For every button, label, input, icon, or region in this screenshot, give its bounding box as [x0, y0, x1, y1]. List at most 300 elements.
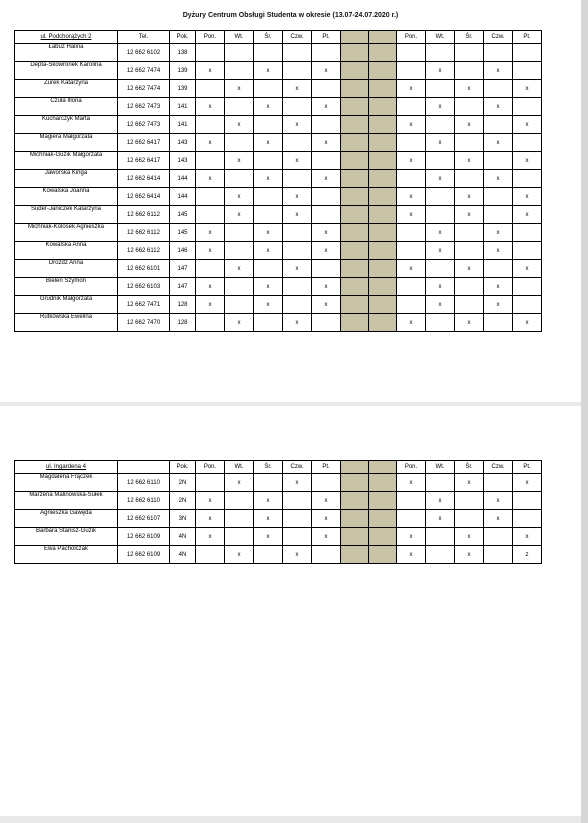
gap-column — [341, 170, 369, 188]
gap-column — [369, 170, 397, 188]
duty-mark — [312, 314, 341, 332]
duty-mark — [225, 278, 254, 296]
employee-name: Kucharczyk Marta — [15, 116, 118, 134]
room-number: 4N — [170, 546, 196, 564]
duty-mark: x — [513, 474, 542, 492]
room-number: 145 — [170, 224, 196, 242]
room-number: 128 — [170, 296, 196, 314]
gap-column — [341, 224, 369, 242]
employee-name: Barbara Stanisz-Guzik — [15, 528, 118, 546]
duty-mark — [312, 474, 341, 492]
duty-mark — [312, 188, 341, 206]
duty-mark — [455, 170, 484, 188]
duty-mark — [225, 492, 254, 510]
table-row — [15, 492, 542, 510]
phone-number: 12 662 6110 — [118, 492, 170, 510]
duty-mark: x — [312, 62, 341, 80]
duty-mark — [225, 528, 254, 546]
duty-mark — [426, 80, 455, 98]
duty-mark — [312, 206, 341, 224]
gap-column — [369, 528, 397, 546]
day-header: Czw. — [283, 461, 312, 474]
duty-mark — [484, 206, 513, 224]
duty-mark — [196, 206, 225, 224]
duty-mark: x — [455, 314, 484, 332]
phone-number: 12 662 6417 — [118, 134, 170, 152]
day-header: Pon. — [196, 31, 225, 44]
duty-mark — [397, 510, 426, 528]
phone-number: 12 662 6112 — [118, 224, 170, 242]
duty-mark — [513, 98, 542, 116]
duty-mark: x — [397, 546, 426, 564]
employee-name: Jaworska Kinga — [15, 170, 118, 188]
duty-mark — [455, 98, 484, 116]
duty-mark: x — [513, 206, 542, 224]
table-row — [15, 80, 542, 98]
phone-header: Tel. — [118, 31, 170, 44]
duty-mark — [397, 278, 426, 296]
duty-mark: x — [312, 170, 341, 188]
duty-mark: x — [283, 152, 312, 170]
table-row — [15, 170, 542, 188]
duty-mark: x — [397, 152, 426, 170]
duty-mark: x — [426, 278, 455, 296]
duty-mark — [254, 260, 283, 278]
duty-mark: x — [254, 296, 283, 314]
duty-mark: x — [426, 492, 455, 510]
table-header-row — [15, 31, 542, 44]
duty-mark: x — [283, 206, 312, 224]
room-number: 141 — [170, 98, 196, 116]
duty-mark: x — [254, 492, 283, 510]
duty-mark — [312, 152, 341, 170]
day-header: Pt. — [312, 461, 341, 474]
employee-name: Marzena Malinowska-Sułek — [15, 492, 118, 510]
gap-column — [341, 242, 369, 260]
day-header: Śr. — [455, 31, 484, 44]
duty-mark — [283, 492, 312, 510]
duty-mark: x — [397, 188, 426, 206]
employee-name: Drożdż Anna — [15, 260, 118, 278]
duty-mark — [513, 492, 542, 510]
gap-column — [369, 260, 397, 278]
duty-mark — [455, 296, 484, 314]
duty-mark — [225, 134, 254, 152]
employee-name: Bieleń Szymon — [15, 278, 118, 296]
duty-mark: x — [196, 492, 225, 510]
duty-mark: x — [225, 260, 254, 278]
duty-mark: x — [254, 62, 283, 80]
duty-mark: x — [283, 188, 312, 206]
room-number: 138 — [170, 44, 196, 62]
duty-mark: x — [196, 510, 225, 528]
duty-mark — [254, 80, 283, 98]
gap-column — [369, 296, 397, 314]
duty-mark: x — [397, 314, 426, 332]
phone-number: 12 662 6112 — [118, 242, 170, 260]
day-header: Wt. — [225, 461, 254, 474]
duty-mark — [397, 98, 426, 116]
duty-mark — [283, 170, 312, 188]
duty-mark — [283, 296, 312, 314]
duty-mark — [484, 260, 513, 278]
employee-name: Rutkowska Ewelina — [15, 314, 118, 332]
room-number: 143 — [170, 152, 196, 170]
table-row — [15, 260, 542, 278]
duty-mark: x — [484, 242, 513, 260]
duty-mark: x — [484, 98, 513, 116]
duty-mark — [283, 44, 312, 62]
duty-mark — [196, 116, 225, 134]
gap-column — [341, 44, 369, 62]
duty-mark: x — [254, 242, 283, 260]
duty-mark — [426, 528, 455, 546]
gap-column — [369, 206, 397, 224]
duty-mark — [426, 206, 455, 224]
duty-mark: x — [196, 528, 225, 546]
duty-mark: x — [455, 116, 484, 134]
duty-mark — [484, 474, 513, 492]
employee-name: Michniak-Guzik Małgorzata — [15, 152, 118, 170]
duty-mark: x — [196, 62, 225, 80]
gap-column — [369, 98, 397, 116]
duty-mark — [426, 260, 455, 278]
duty-mark: x — [397, 80, 426, 98]
duty-mark — [283, 98, 312, 116]
duty-mark: x — [397, 116, 426, 134]
duty-mark: x — [283, 474, 312, 492]
duty-mark: x — [196, 296, 225, 314]
duty-mark — [513, 44, 542, 62]
table-row — [15, 296, 542, 314]
gap-column — [341, 474, 369, 492]
duty-mark: x — [283, 260, 312, 278]
duty-mark — [225, 510, 254, 528]
duty-mark — [455, 134, 484, 152]
table-row — [15, 528, 542, 546]
duty-mark: x — [397, 260, 426, 278]
room-number: 146 — [170, 242, 196, 260]
duty-mark: x — [196, 98, 225, 116]
duty-mark: x — [254, 510, 283, 528]
table-row — [15, 314, 542, 332]
duty-mark — [283, 528, 312, 546]
employee-name: Czuła Illona — [15, 98, 118, 116]
gap-column — [369, 278, 397, 296]
duty-mark: x — [397, 206, 426, 224]
duty-mark: x — [484, 510, 513, 528]
duty-mark: x — [513, 528, 542, 546]
room-number: 147 — [170, 260, 196, 278]
duty-mark: x — [283, 80, 312, 98]
employee-name: Agnieszka Gawęda — [15, 510, 118, 528]
table-row — [15, 44, 542, 62]
day-header: Czw. — [484, 461, 513, 474]
duty-mark — [513, 296, 542, 314]
phone-number: 12 662 6107 — [118, 510, 170, 528]
gap-column — [369, 492, 397, 510]
duty-mark — [254, 44, 283, 62]
duty-mark — [484, 116, 513, 134]
duty-mark: x — [484, 62, 513, 80]
gap-column — [341, 62, 369, 80]
duty-mark — [484, 314, 513, 332]
duty-mark — [455, 242, 484, 260]
page-edge — [581, 0, 588, 823]
duty-mark: x — [312, 242, 341, 260]
duty-mark: x — [283, 546, 312, 564]
duty-mark — [254, 314, 283, 332]
duty-mark: x — [312, 134, 341, 152]
room-number: 139 — [170, 62, 196, 80]
duty-mark — [196, 188, 225, 206]
duty-mark — [225, 296, 254, 314]
duty-mark: x — [225, 152, 254, 170]
duty-mark — [283, 242, 312, 260]
duty-mark: x — [312, 98, 341, 116]
duty-mark — [484, 188, 513, 206]
duty-mark — [513, 242, 542, 260]
gap-column — [369, 116, 397, 134]
duty-mark: x — [484, 134, 513, 152]
phone-number: 12 662 7470 — [118, 314, 170, 332]
room-number: 144 — [170, 170, 196, 188]
duty-mark: x — [225, 116, 254, 134]
duty-mark: x — [196, 170, 225, 188]
duty-mark — [283, 134, 312, 152]
duty-mark: x — [312, 278, 341, 296]
duty-mark: x — [484, 170, 513, 188]
gap-column — [369, 510, 397, 528]
table-row — [15, 242, 542, 260]
room-number: 128 — [170, 314, 196, 332]
duty-mark: x — [426, 242, 455, 260]
duty-mark — [225, 44, 254, 62]
duty-mark — [196, 44, 225, 62]
gap-column — [369, 44, 397, 62]
day-header: Śr. — [254, 461, 283, 474]
duty-mark — [196, 314, 225, 332]
duty-mark — [397, 62, 426, 80]
duty-mark: x — [513, 188, 542, 206]
phone-number: 12 662 7473 — [118, 116, 170, 134]
duty-mark: x — [513, 260, 542, 278]
duty-mark — [513, 134, 542, 152]
room-number: 2N — [170, 474, 196, 492]
table-row — [15, 278, 542, 296]
day-header: Wt. — [225, 31, 254, 44]
duty-mark: x — [254, 134, 283, 152]
duty-mark — [283, 510, 312, 528]
gap-column — [369, 188, 397, 206]
duty-mark: x — [455, 152, 484, 170]
duty-mark — [397, 242, 426, 260]
table-row — [15, 474, 542, 492]
table-row — [15, 62, 542, 80]
room-header: Pok. — [170, 461, 196, 474]
duty-mark: x — [312, 528, 341, 546]
duty-mark — [484, 152, 513, 170]
duty-mark: x — [455, 80, 484, 98]
table-row — [15, 206, 542, 224]
day-header: Czw. — [484, 31, 513, 44]
day-header: Pon. — [196, 461, 225, 474]
employee-name: Grudnik Małgorzata — [15, 296, 118, 314]
duty-mark: x — [225, 206, 254, 224]
room-number: 2N — [170, 492, 196, 510]
employee-name: Kowalska Joanna — [15, 188, 118, 206]
room-number: 139 — [170, 80, 196, 98]
phone-number: 12 662 7474 — [118, 62, 170, 80]
duty-mark: x — [455, 474, 484, 492]
day-header: Pon. — [397, 461, 426, 474]
duty-mark: x — [196, 242, 225, 260]
duty-mark — [254, 152, 283, 170]
phone-number: 12 662 6109 — [118, 528, 170, 546]
phone-number: 12 662 6110 — [118, 474, 170, 492]
duty-mark — [397, 224, 426, 242]
duty-mark — [196, 152, 225, 170]
duty-mark: x — [225, 546, 254, 564]
phone-header — [118, 461, 170, 474]
duty-mark: x — [513, 152, 542, 170]
duty-mark — [455, 224, 484, 242]
duty-mark — [312, 44, 341, 62]
duty-mark — [283, 278, 312, 296]
duty-mark — [397, 44, 426, 62]
duty-mark — [455, 492, 484, 510]
employee-name: Depta-Skowronek Karolina — [15, 62, 118, 80]
duty-mark: x — [426, 224, 455, 242]
duty-mark: x — [484, 278, 513, 296]
duty-mark — [513, 510, 542, 528]
gap-column — [369, 461, 397, 474]
duty-mark — [397, 170, 426, 188]
duty-mark: x — [225, 474, 254, 492]
table-row — [15, 98, 542, 116]
phone-number: 12 662 7474 — [118, 80, 170, 98]
table-header-row — [15, 461, 542, 474]
address-link[interactable]: ul. Ingardena 4 — [15, 461, 118, 474]
schedule-table-podchorazych — [14, 30, 542, 332]
employee-name: Magdalena Frączek — [15, 474, 118, 492]
room-header: Pok. — [170, 31, 196, 44]
duty-mark — [283, 224, 312, 242]
gap-column — [369, 80, 397, 98]
room-number: 143 — [170, 134, 196, 152]
table-row — [15, 134, 542, 152]
duty-mark — [225, 62, 254, 80]
duty-mark: x — [283, 314, 312, 332]
duty-mark: x — [225, 314, 254, 332]
duty-mark — [254, 206, 283, 224]
duty-mark — [196, 260, 225, 278]
duty-mark — [484, 44, 513, 62]
room-number: 4N — [170, 528, 196, 546]
table-body — [15, 474, 542, 564]
duty-mark — [196, 80, 225, 98]
employee-name: Łabuz Halina — [15, 44, 118, 62]
schedule-table-ingardena — [14, 460, 542, 564]
duty-mark: x — [426, 62, 455, 80]
phone-number: 12 662 7473 — [118, 98, 170, 116]
duty-mark — [225, 170, 254, 188]
duty-mark: x — [312, 510, 341, 528]
duty-mark — [397, 296, 426, 314]
duty-mark — [397, 492, 426, 510]
duty-mark: x — [196, 224, 225, 242]
gap-column — [341, 461, 369, 474]
duty-mark: x — [283, 116, 312, 134]
duty-mark — [426, 188, 455, 206]
duty-mark — [254, 188, 283, 206]
duty-mark: x — [312, 224, 341, 242]
duty-mark — [455, 510, 484, 528]
duty-mark: x — [254, 98, 283, 116]
gap-column — [369, 224, 397, 242]
duty-mark: x — [513, 80, 542, 98]
room-number: 144 — [170, 188, 196, 206]
phone-number: 12 662 6414 — [118, 170, 170, 188]
gap-column — [341, 98, 369, 116]
day-header: Śr. — [455, 461, 484, 474]
duty-mark: x — [426, 296, 455, 314]
table-row — [15, 116, 542, 134]
duty-mark — [484, 80, 513, 98]
phone-number: 12 662 6102 — [118, 44, 170, 62]
duty-mark: x — [484, 224, 513, 242]
duty-mark: x — [484, 296, 513, 314]
duty-mark: x — [397, 474, 426, 492]
room-number: 3N — [170, 510, 196, 528]
gap-column — [369, 474, 397, 492]
gap-column — [369, 546, 397, 564]
duty-mark — [484, 546, 513, 564]
duty-mark — [283, 62, 312, 80]
address-link[interactable]: ul. Podchorążych 2 — [15, 31, 118, 44]
table-row — [15, 510, 542, 528]
room-number: 145 — [170, 206, 196, 224]
duty-mark: x — [254, 528, 283, 546]
employee-name: Magiera Małgorzata — [15, 134, 118, 152]
duty-mark — [426, 116, 455, 134]
duty-mark: x — [484, 492, 513, 510]
gap-column — [341, 510, 369, 528]
duty-mark — [513, 170, 542, 188]
duty-mark: x — [254, 278, 283, 296]
duty-mark — [513, 62, 542, 80]
room-number: 147 — [170, 278, 196, 296]
duty-mark: x — [254, 224, 283, 242]
duty-mark: x — [513, 116, 542, 134]
gap-column — [341, 206, 369, 224]
duty-mark: x — [225, 80, 254, 98]
document-page-2 — [0, 406, 581, 816]
phone-number: 12 662 6103 — [118, 278, 170, 296]
duty-mark: x — [426, 510, 455, 528]
duty-mark — [196, 474, 225, 492]
duty-mark — [254, 116, 283, 134]
duty-mark — [426, 314, 455, 332]
day-header: Pt. — [513, 461, 542, 474]
gap-column — [369, 152, 397, 170]
gap-column — [369, 242, 397, 260]
phone-number: 12 662 6101 — [118, 260, 170, 278]
duty-mark — [312, 116, 341, 134]
duty-mark — [196, 546, 225, 564]
duty-mark — [312, 546, 341, 564]
duty-mark — [312, 80, 341, 98]
